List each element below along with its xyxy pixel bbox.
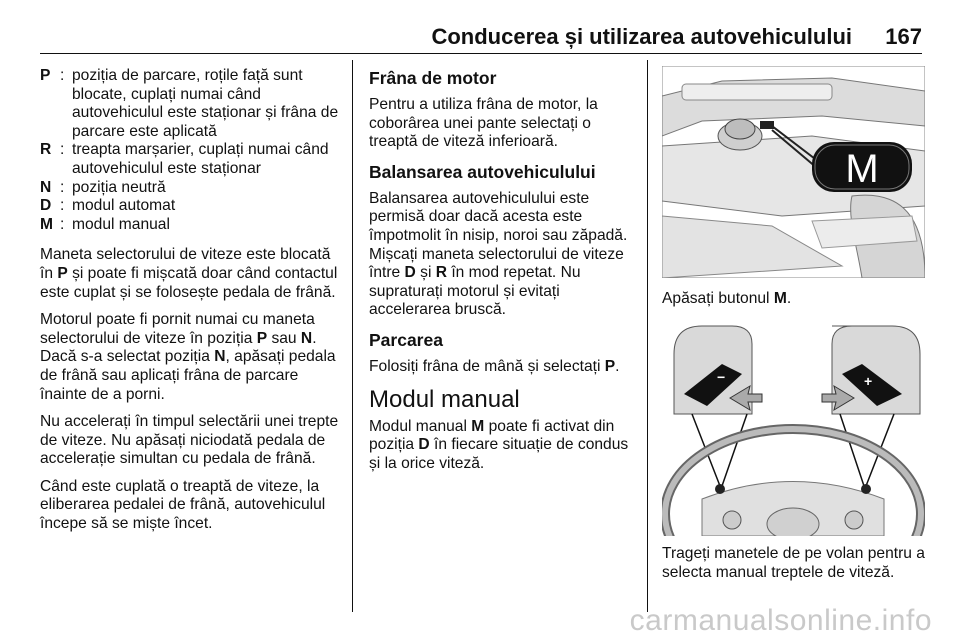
rotary-selector-knob bbox=[725, 119, 755, 139]
paragraph: Când este cuplată o treaptă de viteze, la eliberarea pedalei de frână, autovehiculul începe să se miște încet. bbox=[40, 477, 326, 533]
definition-m: M : modul manual bbox=[40, 216, 342, 235]
paddle-minus-label: − bbox=[717, 369, 726, 385]
def-key: M bbox=[40, 215, 53, 233]
page-header bbox=[40, 22, 922, 52]
paragraph: Maneta selectorului de viteze este blocată în P și poate fi mișcată doar când contactul este cuplat și se folosește pedala de frână. bbox=[40, 246, 338, 301]
paddle-right-mount bbox=[861, 484, 871, 494]
heading-engine-brake: Frâna de motor bbox=[369, 68, 497, 88]
wheel-button-left bbox=[723, 511, 741, 529]
def-key: N bbox=[40, 178, 52, 196]
heading-parking: Parcarea bbox=[369, 329, 443, 350]
heading-rocking: Balansarea autovehiculului bbox=[369, 161, 596, 182]
paragraph: Balansarea autovehiculului este permisă doar dacă acesta este împotmolit în nisip, noroi sau zăpadă. Mișcați maneta selectorului de viteze între D și R în mod repetat. Nu supraturați motorul și evitați accelerarea bruscă. bbox=[369, 189, 628, 319]
paddle-plus-label: + bbox=[864, 373, 873, 389]
column-divider bbox=[352, 60, 353, 612]
column-middle bbox=[369, 67, 634, 482]
paragraph: Folosiți frâna de mână și selectați P. bbox=[369, 357, 620, 375]
def-key: D bbox=[40, 197, 52, 215]
definition-d: D : modul automat bbox=[40, 197, 342, 216]
paragraph: Pentru a utiliza frâna de motor, la coborârea unei pante selectați o treaptă de viteză inferioară. bbox=[369, 96, 598, 151]
paragraph: Motorul poate fi pornit numai cu maneta selectorului de viteze în poziția P sau N. Dacă s-a selectat poziția N, apăsați pedala de frână sau aplicați frâna de parcare înainte de a porni. bbox=[40, 311, 336, 403]
def-text: poziția neutră bbox=[72, 178, 166, 196]
paragraph: Modul manual M poate fi activat din poziția D în fiecare situație de condus și la orice viteză. bbox=[369, 417, 629, 472]
def-key: P bbox=[40, 67, 51, 84]
heading-manual-mode: Modul manual bbox=[369, 385, 520, 413]
caption-paddles: Trageți manetele de pe volan pentru a selecta manual treptele de viteză. bbox=[662, 545, 925, 581]
dash-vent bbox=[682, 84, 832, 100]
paddle-left-mount bbox=[715, 484, 725, 494]
airbag-badge bbox=[767, 508, 819, 536]
page-number: 167 bbox=[885, 24, 922, 49]
def-text: modul automat bbox=[72, 197, 176, 215]
steering-wheel-illustration bbox=[662, 324, 925, 536]
def-text: modul manual bbox=[72, 215, 170, 233]
def-text: poziția de parcare, roțile față sunt blocate, cuplați numai când autovehiculul este staționar și frâna de parcare este aplicată bbox=[72, 67, 339, 140]
column-divider bbox=[647, 60, 648, 612]
header-title: Conducerea și utilizarea autovehiculului bbox=[431, 24, 852, 49]
watermark: carmanualsonline.info bbox=[629, 604, 932, 637]
caption-press-m: Apăsați butonul M. bbox=[662, 290, 792, 307]
def-text: treapta marșarier, cuplați numai când autovehiculul este staționar bbox=[72, 141, 329, 177]
m-badge-label: M bbox=[845, 147, 879, 191]
paragraph: Nu accelerați în timpul selectării unei trepte de viteze. Nu apăsați niciodată pedala de accelerație simultan cu pedala de frână. bbox=[40, 413, 339, 468]
def-key: R bbox=[40, 141, 52, 159]
wheel-button-right bbox=[845, 511, 863, 529]
header-rule bbox=[40, 53, 922, 54]
m-button bbox=[760, 121, 774, 129]
gear-definition-list bbox=[40, 67, 342, 234]
definition-r: R : treapta marșarier, cuplați numai când autovehiculul este staționar bbox=[40, 141, 342, 178]
column-left bbox=[40, 67, 342, 543]
gear-selector-illustration bbox=[662, 66, 925, 278]
definition-p: P : poziția de parcare, roțile față sunt blocate, cuplați numai când autovehiculul este staționar și frâna de parcare este aplicată bbox=[40, 67, 342, 141]
definition-n: N : poziția neutră bbox=[40, 179, 342, 198]
